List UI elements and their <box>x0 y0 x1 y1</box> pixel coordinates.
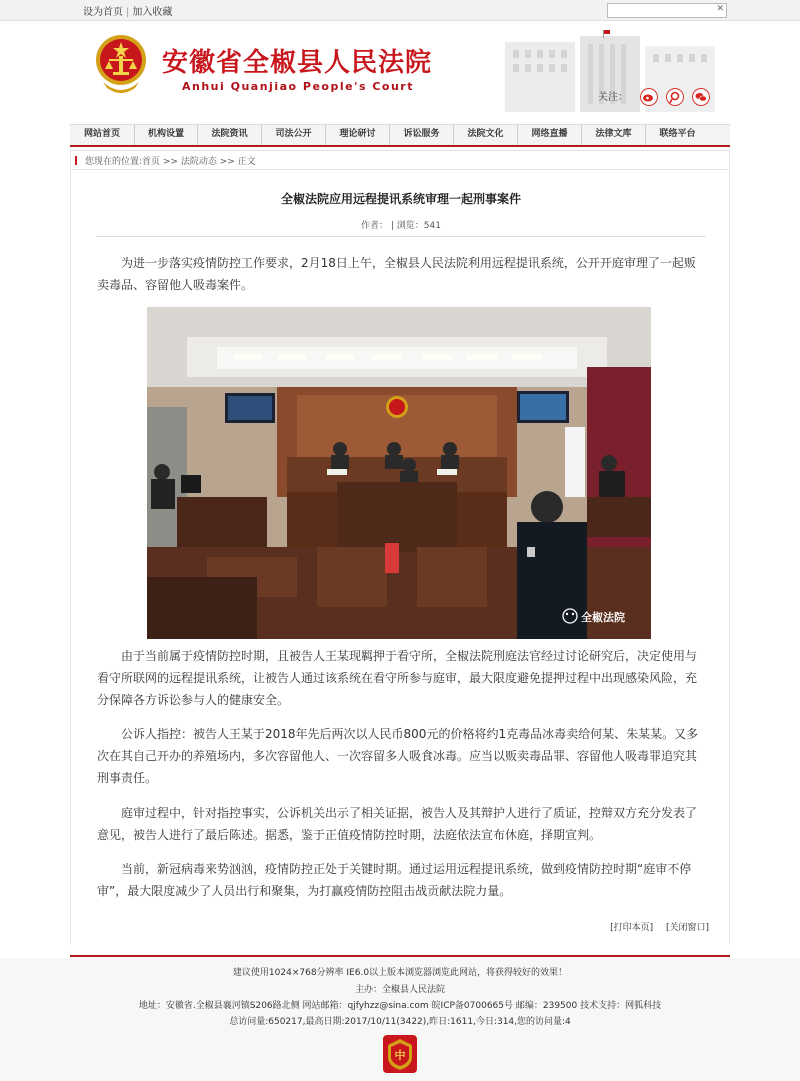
search-input[interactable] <box>608 6 714 19</box>
close-window-link[interactable]: [关闭窗口] <box>665 923 709 933</box>
nav-item-home[interactable]: 网站首页 <box>70 125 135 145</box>
site-title-english: Anhui Quanjiao People's Court <box>182 80 414 93</box>
top-links <box>83 3 172 18</box>
footer-visit-stats: 总访问量:650217,最高日期:2017/10/11(3422),昨日:1611,今日:314,您的访问量:4 <box>229 1017 571 1027</box>
svg-text:中: 中 <box>394 1049 406 1062</box>
article-paragraph: 庭审过程中，针对指控事实，公诉机关出示了相关证据，被告人及其辩护人进行了质证，控辩双方充分发表了意见，被告人进行了最后陈述。据悉，鉴于正值疫情防控时期，法庭依法宣布休庭，择期宣判。 <box>97 806 698 842</box>
nav-item-live[interactable]: 网络直播 <box>518 125 582 145</box>
article-actions <box>71 920 709 933</box>
article-paragraph: 为进一步落实疫情防控工作要求，2月18日上午，全椒县人民法院利用远程提讯系统，公开开庭审理了一起贩卖毒品、容留他人吸毒案件。 <box>97 256 696 292</box>
nav-item-theory[interactable]: 理论研讨 <box>326 125 390 145</box>
footer-address: 地址：安徽省.全椒县襄河镇S206路北侧 网站邮箱：qjfyhzz@sina.com 皖ICP备0700665号 邮编：239500 技术支持：网狐科技 <box>138 1001 662 1011</box>
court-building-illustration <box>485 30 720 116</box>
article-title: 全椒法院应用远程提讯系统审理一起刑事案件 <box>280 192 521 206</box>
nav-item-litigation-service[interactable]: 诉讼服务 <box>390 125 454 145</box>
nav-item-court-culture[interactable]: 法院文化 <box>454 125 518 145</box>
article-meta: 作者： | 浏览：541 <box>361 221 441 231</box>
site-header <box>70 22 730 122</box>
tencent-weibo-icon[interactable] <box>666 88 684 106</box>
breadcrumb <box>70 150 730 170</box>
set-homepage-link[interactable]: 设为首页 <box>83 7 123 18</box>
court-emblem-logo[interactable] <box>95 32 147 98</box>
separator: | <box>126 7 130 18</box>
nav-item-court-news[interactable]: 法院资讯 <box>198 125 262 145</box>
breadcrumb-text[interactable]: 您现在的位置:首页 >> 法院动态 >> 正文 <box>85 157 256 167</box>
main-nav <box>70 124 730 147</box>
footer-divider <box>70 955 730 957</box>
add-favorite-link[interactable]: 加入收藏 <box>132 7 173 18</box>
footer-seal-icon[interactable] <box>383 1035 417 1073</box>
nav-item-organization[interactable]: 机构设置 <box>135 125 198 145</box>
nav-item-judicial-openness[interactable]: 司法公开 <box>262 125 326 145</box>
footer-browser-note: 建议使用1024×768分辨率 IE6.0以上版本浏览器浏览此网站，将获得较好的效果！ <box>232 968 568 978</box>
search-icon[interactable]: ✕ <box>716 4 724 14</box>
divider <box>96 236 706 237</box>
nav-item-contact[interactable]: 联络平台 <box>659 129 696 139</box>
footer-host: 主办：全椒县人民法院 <box>354 985 445 995</box>
print-page-link[interactable]: [打印本页] <box>610 923 654 933</box>
article-container <box>70 170 730 945</box>
wechat-icon[interactable] <box>692 88 710 106</box>
article-paragraph: 由于当前属于疫情防控时期，且被告人王某现羁押于看守所，全椒法院刑庭法官经过讨论研究后，决定使用与看守所联网的远程提讯系统，让被告人通过该系统在看守所参与庭审，最大限度避免提押过程中出现感染风险，充分保障各方诉讼参与人的健康安全。 <box>97 649 698 707</box>
site-title: 安徽省全椒县人民法院 <box>162 48 433 78</box>
top-utility-bar <box>0 0 800 21</box>
search-box <box>607 3 727 18</box>
courtroom-photo <box>147 307 651 639</box>
courtroom-photo-illustration <box>147 307 651 639</box>
weibo-icon[interactable] <box>640 88 658 106</box>
nav-item-law-library[interactable]: 法律文库 <box>582 125 646 145</box>
follow-label: 关注： <box>598 92 628 103</box>
photo-watermark: 全椒法院 <box>581 611 625 624</box>
breadcrumb-marker <box>75 156 77 165</box>
article-paragraph: 公诉人指控：被告人王某于2018年先后两次以人民币800元的价格将约1克毒品冰毒卖给何某、朱某某。又多次在其自己开办的养殖场内，多次容留他人、一次容留多人吸食冰毒。应当以贩卖毒品罪、容留他人吸毒罪追究其刑事责任。 <box>97 727 699 785</box>
article-paragraph: 当前，新冠病毒来势汹汹，疫情防控正处于关键时期。通过运用远程提讯系统，做到疫情防控时期“庭审不停审”，最大限度减少了人员出行和聚集，为打赢疫情防控阻击战贡献法院力量。 <box>97 862 692 898</box>
